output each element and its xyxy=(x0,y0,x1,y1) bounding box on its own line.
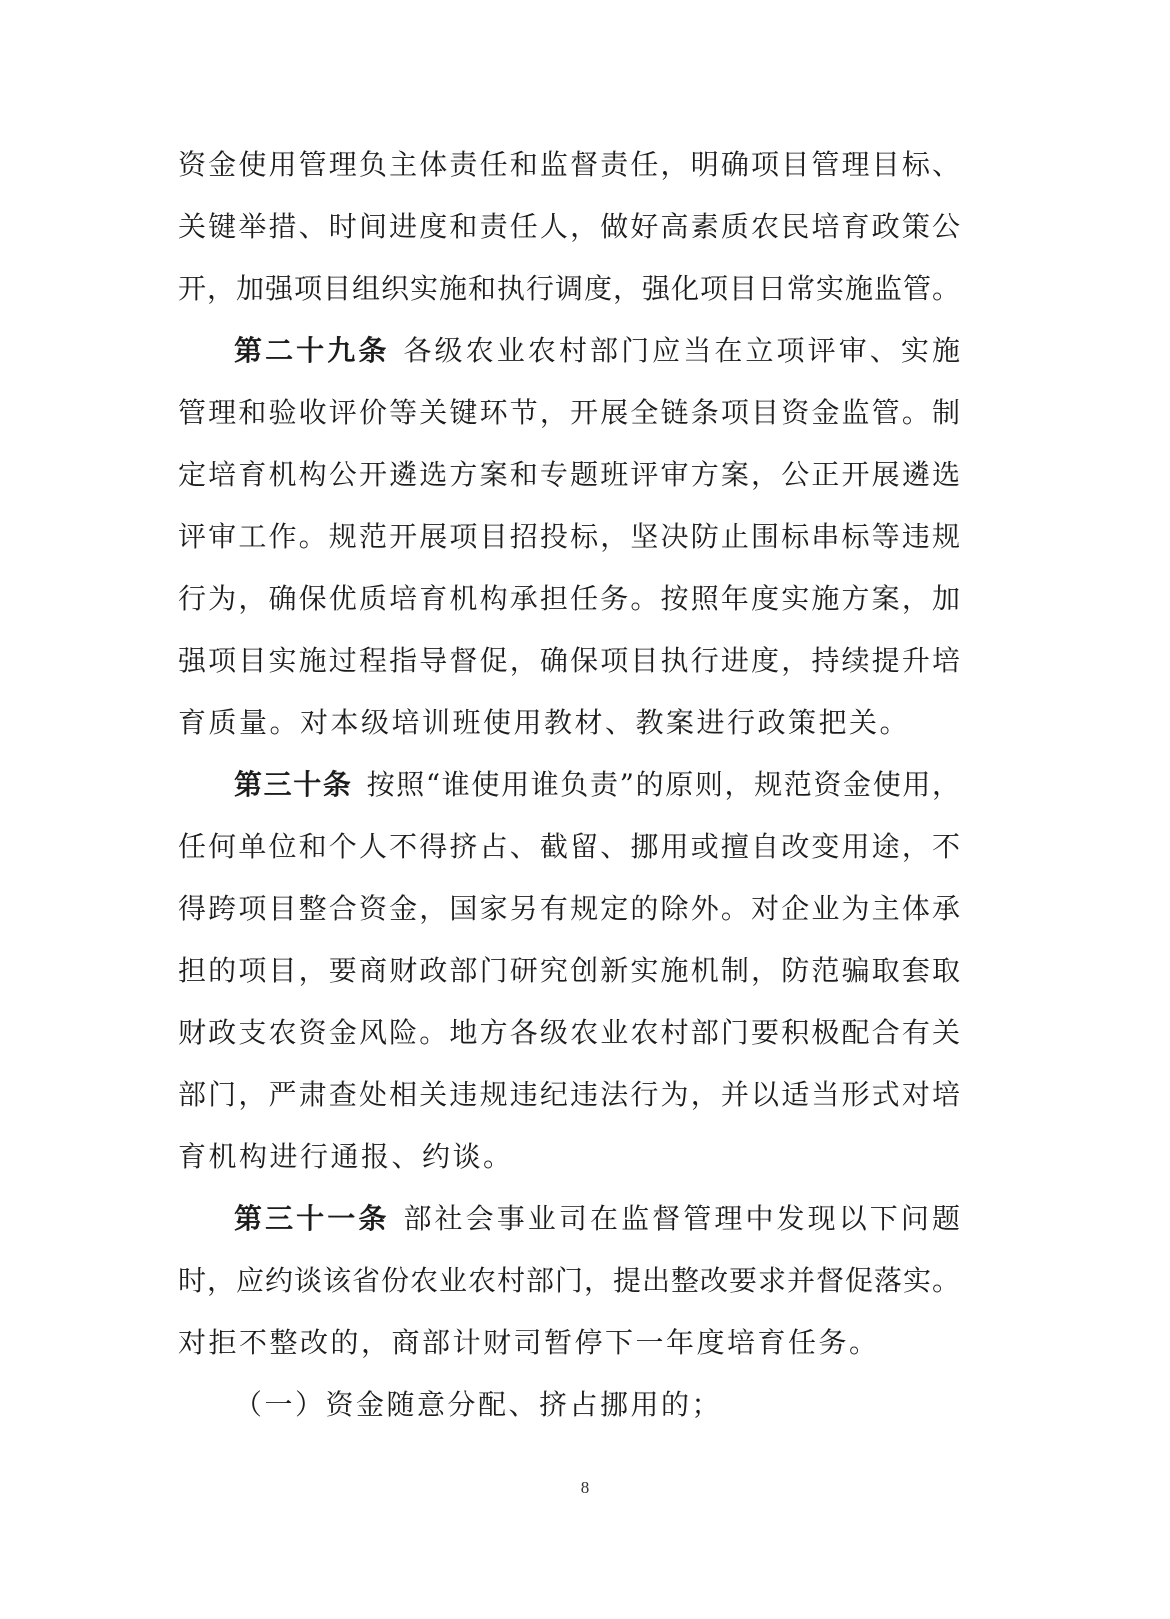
text-line: 行为，确保优质培育机构承担任务。按照年度实施方案，加 xyxy=(178,582,960,615)
article-text: 按照“谁使用谁负责”的原则，规范资金使用， xyxy=(366,768,960,801)
text-line: 关键举措、时间进度和责任人，做好高素质农民培育政策公 xyxy=(178,210,960,243)
text-line: 担的项目，要商财政部门研究创新实施机制，防范骗取套取 xyxy=(178,954,960,987)
article-heading: 第三十条 xyxy=(234,768,353,801)
article-text: 部社会事业司在监督管理中发现以下问题 xyxy=(403,1202,960,1235)
text-line: 财政支农资金风险。地方各级农业农村部门要积极配合有关 xyxy=(178,1016,960,1049)
text-line: 育质量。对本级培训班使用教材、教案进行政策把关。 xyxy=(178,706,911,739)
text-line: 定培育机构公开遴选方案和专题班评审方案，公正开展遴选 xyxy=(178,458,960,491)
text-line: 管理和验收评价等关键环节，开展全链条项目资金监管。制 xyxy=(178,396,960,429)
text-line: 得跨项目整合资金，国家另有规定的除外。对企业为主体承 xyxy=(178,892,960,925)
text-line: 开，加强项目组织实施和执行调度，强化项目日常实施监管。 xyxy=(178,272,960,305)
text-line: 任何单位和个人不得挤占、截留、挪用或擅自改变用途，不 xyxy=(178,830,960,863)
text-line: 强项目实施过程指导督促，确保项目执行进度，持续提升培 xyxy=(178,644,960,677)
list-item xyxy=(178,1374,960,1436)
article-text: 各级农业农村部门应当在立项评审、实施 xyxy=(403,334,960,367)
article-heading: 第二十九条 xyxy=(234,334,390,367)
page-number: 8 xyxy=(580,1478,590,1497)
paragraph-article-30 xyxy=(178,754,960,1188)
text-line: 时，应约谈该省份农业农村部门，提出整改要求并督促落实。 xyxy=(178,1264,960,1297)
text-line: 育机构进行通报、约谈。 xyxy=(178,1140,514,1173)
text-line: 部门，严肃查处相关违规违纪违法行为，并以适当形式对培 xyxy=(178,1078,960,1111)
text-line: 资金使用管理负主体责任和监督责任，明确项目管理目标、 xyxy=(178,148,960,181)
text-line: （一）资金随意分配、挤占挪用的； xyxy=(234,1388,723,1421)
text-line: 对拒不整改的，商部计财司暂停下一年度培育任务。 xyxy=(178,1326,880,1359)
article-heading: 第三十一条 xyxy=(234,1202,390,1235)
paragraph xyxy=(178,134,960,320)
text-line xyxy=(178,1188,960,1250)
document-body xyxy=(178,134,960,1436)
paragraph-article-29 xyxy=(178,320,960,754)
text-line xyxy=(178,320,960,382)
paragraph-article-31 xyxy=(178,1188,960,1374)
text-line xyxy=(178,754,960,816)
text-line: 评审工作。规范开展项目招投标，坚决防止围标串标等违规 xyxy=(178,520,960,553)
